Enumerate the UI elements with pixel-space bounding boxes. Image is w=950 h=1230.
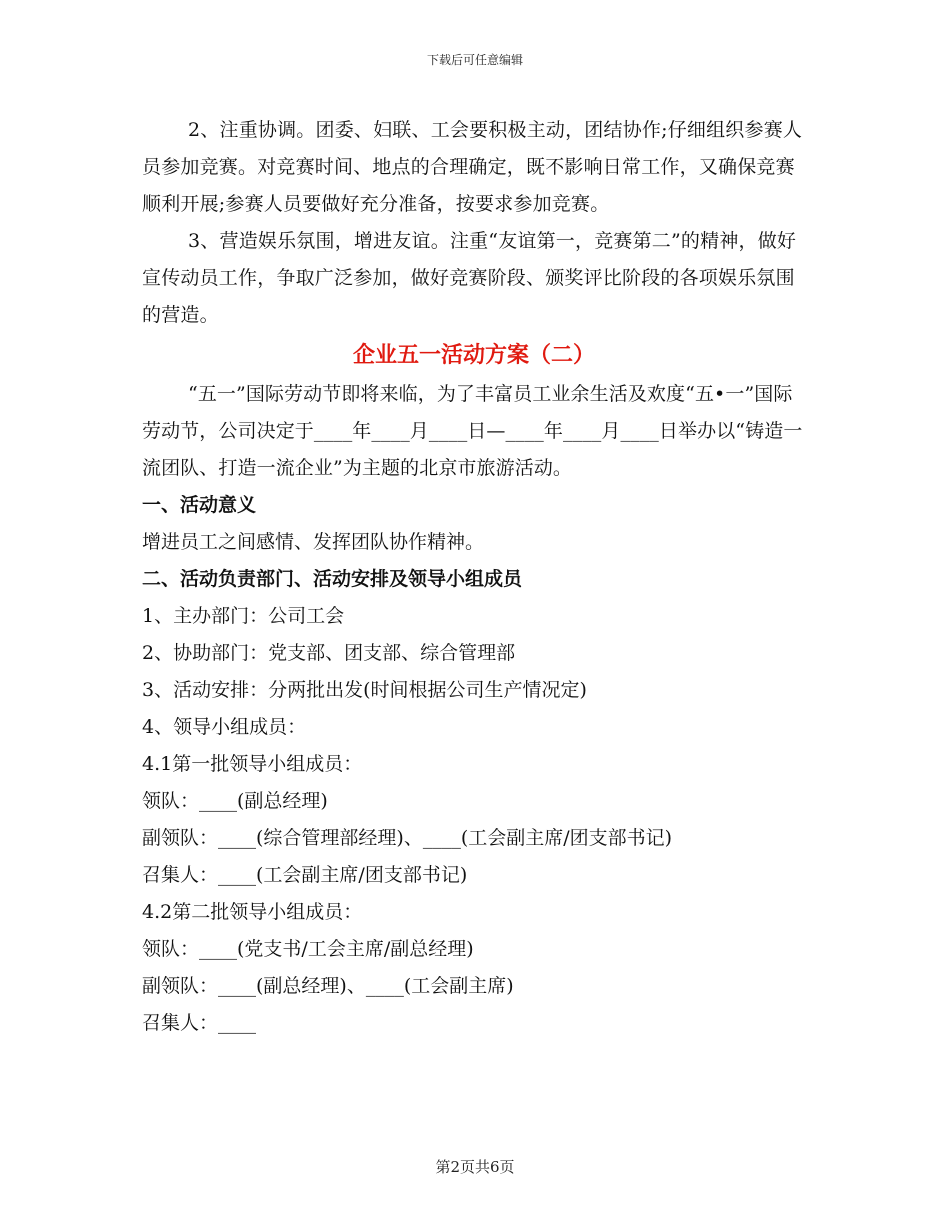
section-heading-significance: 一、活动意义 — [142, 494, 257, 516]
page-footer: 第2页共6页 — [435, 1158, 515, 1176]
list-item: 副领队：____(副总经理)、____(工会副主席) — [142, 975, 514, 997]
paragraph-atmosphere: 3、营造娱乐氛围，增进友谊。注重“友谊第一，竞赛第二”的精神，做好宣传动员工作，争取广泛参加，做好竞赛阶段、颁奖评比阶段的各项娱乐氛围的营造。 — [142, 230, 797, 326]
section-heading-departments: 二、活动负责部门、活动安排及领导小组成员 — [142, 568, 523, 590]
list-item: 副领队：____(综合管理部经理)、____(工会副主席/团支部书记) — [142, 827, 673, 849]
list-item: 领队：____(副总经理) — [142, 790, 328, 812]
section-text-significance: 增进员工之间感情、发挥团队协作精神。 — [142, 531, 485, 553]
paragraph-intro: “五一”国际劳动节即将来临，为了丰富员工业余生活及欢度“五•一”国际劳动节，公司决定于____年____月____日—____年____月____日举办以“铸造一流团队、打造一流企业”为主题的北京市旅游活动。 — [142, 383, 803, 479]
list-item: 4、领导小组成员： — [142, 716, 307, 738]
list-item: 4.2第二批领导小组成员： — [142, 901, 363, 923]
document-title: 企业五一活动方案（二） — [352, 342, 595, 368]
list-item: 领队：____(党支书/工会主席/副总经理) — [142, 938, 474, 960]
paragraph-coordination: 2、注重协调。团委、妇联、工会要积极主动，团结协作;仔细组织参赛人员参加竞赛。对竞赛时间、地点的合理确定，既不影响日常工作，又确保竞赛顺利开展;参赛人员要做好充分准备，按要求参加竞赛。 — [142, 119, 803, 215]
list-item: 2、协助部门：党支部、团支部、综合管理部 — [142, 642, 516, 664]
page-header: 下载后可任意编辑 — [426, 53, 523, 67]
list-item: 召集人：____ — [142, 1012, 257, 1034]
list-item: 召集人：____(工会副主席/团支部书记) — [142, 864, 468, 886]
list-item: 3、活动安排：分两批出发(时间根据公司生产情况定) — [142, 679, 587, 701]
list-item: 1、主办部门：公司工会 — [142, 605, 345, 627]
list-item: 4.1第一批领导小组成员： — [142, 753, 363, 775]
document-body — [142, 112, 806, 1042]
